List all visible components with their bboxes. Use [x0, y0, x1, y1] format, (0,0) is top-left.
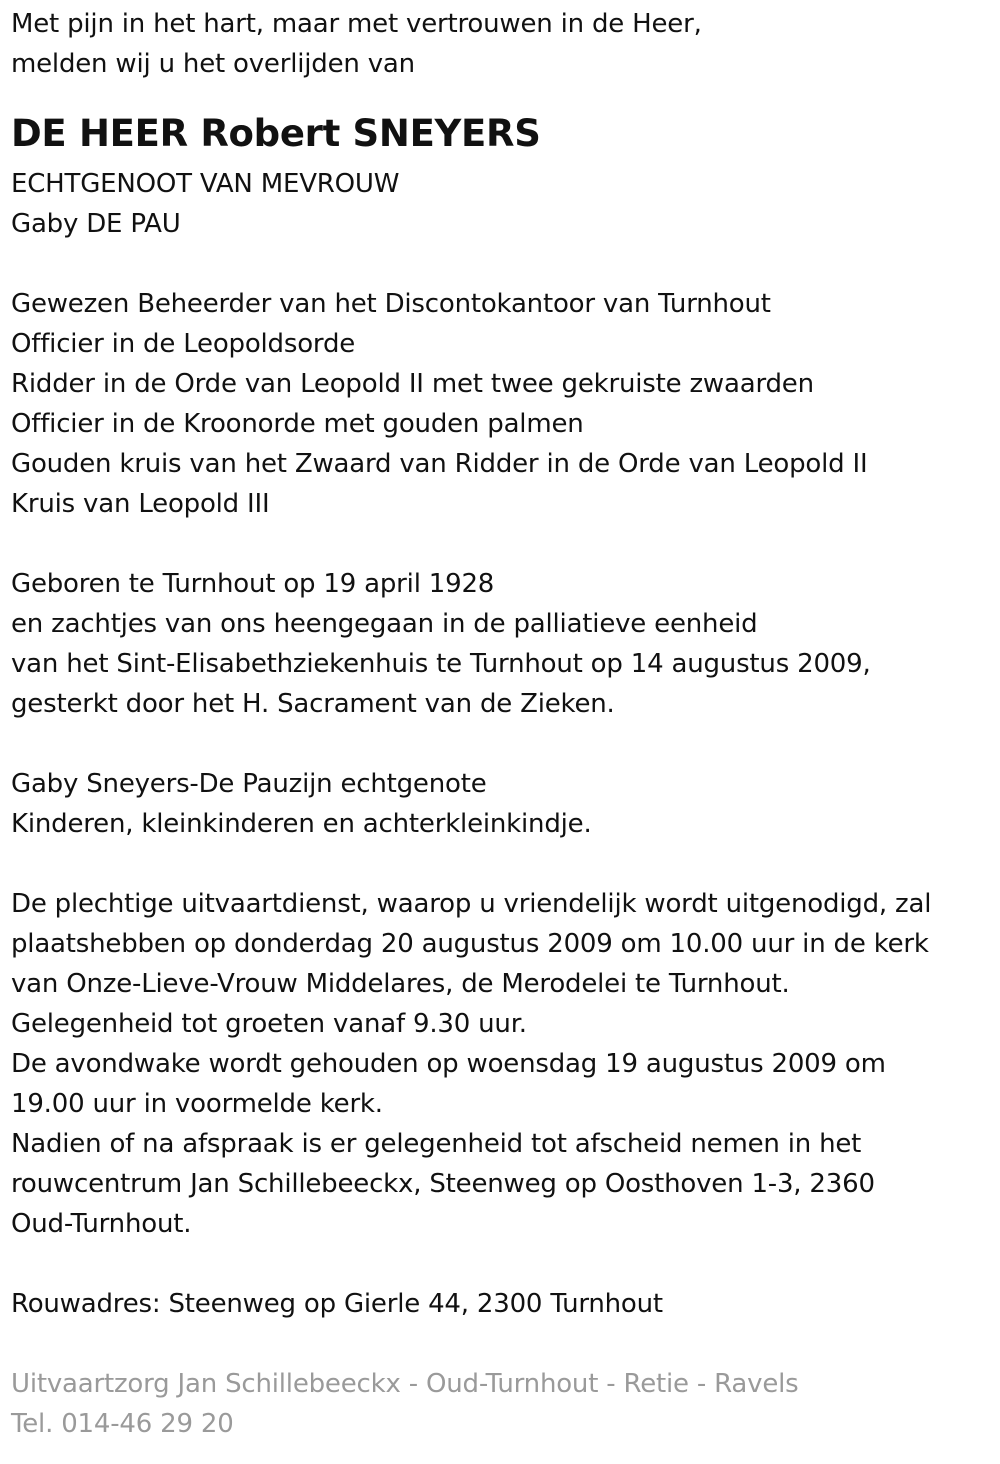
honour-line: Officier in de Leopoldsorde — [11, 329, 356, 359]
honour-line: Officier in de Kroonorde met gouden palmen — [11, 409, 584, 439]
service-line: plaatshebben op donderdag 20 augustus 2009 om 10.00 uur in de kerk — [11, 929, 929, 959]
service-line: rouwcentrum Jan Schillebeeckx, Steenweg op Oosthoven 1-3, 2360 — [11, 1169, 875, 1199]
spouse-name: Gaby DE PAU — [11, 209, 181, 239]
honour-line: Gouden kruis van het Zwaard van Ridder in de Orde van Leopold II — [11, 449, 868, 479]
life-line: gesterkt door het H. Sacrament van de Zieken. — [11, 689, 615, 719]
honours-section — [11, 284, 991, 524]
intro-line: Met pijn in het hart, maar met vertrouwen in de Heer, — [11, 9, 702, 39]
mourning-address: Rouwadres: Steenweg op Gierle 44, 2300 Turnhout — [11, 1289, 663, 1319]
family-line: Gaby Sneyers-De Pauzijn echtgenote — [11, 769, 487, 799]
life-line: en zachtjes van ons heengegaan in de palliatieve eenheid — [11, 609, 758, 639]
service-section — [11, 884, 991, 1244]
deceased-name: DE HEER Robert SNEYERS — [11, 112, 541, 155]
service-line: Gelegenheid tot groeten vanaf 9.30 uur. — [11, 1009, 527, 1039]
honour-line: Ridder in de Orde van Leopold II met twee gekruiste zwaarden — [11, 369, 814, 399]
deceased-section — [11, 108, 991, 244]
funeral-home-name: Uitvaartzorg Jan Schillebeeckx - Oud-Turnhout - Retie - Ravels — [11, 1369, 799, 1399]
honour-line: Kruis van Leopold III — [11, 489, 270, 519]
family-line: Kinderen, kleinkinderen en achterkleinkindje. — [11, 809, 592, 839]
funeral-home-footer — [11, 1364, 991, 1444]
family-section — [11, 764, 991, 844]
intro-section — [11, 4, 991, 84]
intro-line: melden wij u het overlijden van — [11, 49, 415, 79]
spouse-title: ECHTGENOOT VAN MEVROUW — [11, 169, 400, 199]
honour-line: Gewezen Beheerder van het Discontokantoor van Turnhout — [11, 289, 771, 319]
funeral-home-phone: Tel. 014-46 29 20 — [11, 1409, 234, 1439]
service-line: Oud-Turnhout. — [11, 1209, 192, 1239]
service-line: van Onze-Lieve-Vrouw Middelares, de Merodelei te Turnhout. — [11, 969, 790, 999]
life-line: Geboren te Turnhout op 19 april 1928 — [11, 569, 495, 599]
service-line: Nadien of na afspraak is er gelegenheid tot afscheid nemen in het — [11, 1129, 862, 1159]
obituary-notice — [11, 4, 991, 1444]
life-section — [11, 564, 991, 724]
service-line: 19.00 uur in voormelde kerk. — [11, 1089, 383, 1119]
service-line: De plechtige uitvaartdienst, waarop u vriendelijk wordt uitgenodigd, zal — [11, 889, 932, 919]
service-line: De avondwake wordt gehouden op woensdag 19 augustus 2009 om — [11, 1049, 886, 1079]
life-line: van het Sint-Elisabethziekenhuis te Turnhout op 14 augustus 2009, — [11, 649, 871, 679]
